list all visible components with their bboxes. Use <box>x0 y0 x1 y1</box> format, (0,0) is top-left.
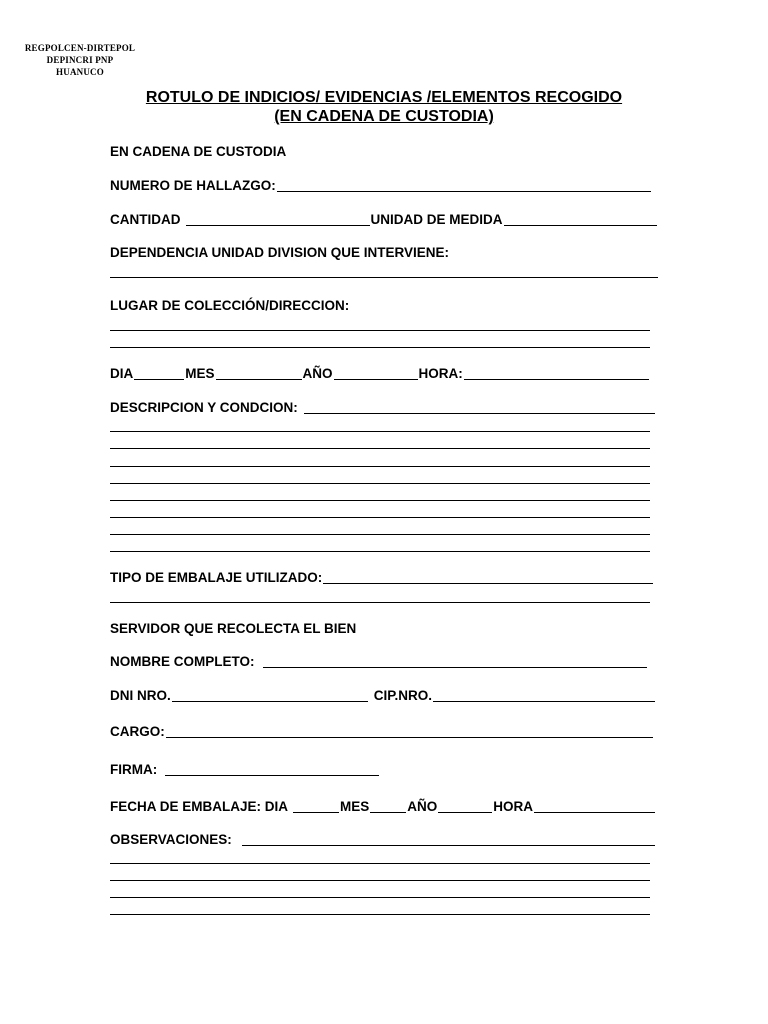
header-line-3: HUANUCO <box>56 67 104 77</box>
tipo-embalaje-line-2[interactable] <box>110 602 650 603</box>
observaciones-line-2[interactable] <box>110 880 650 881</box>
fe-hora-field[interactable] <box>534 799 655 813</box>
header-block <box>14 42 146 78</box>
nombre-field[interactable] <box>263 654 648 668</box>
firma-label: FIRMA: <box>110 762 158 777</box>
row-observaciones <box>110 832 656 848</box>
cantidad-field[interactable] <box>186 212 370 226</box>
unidad-medida-field[interactable] <box>504 212 657 226</box>
row-dni-cip <box>110 688 656 704</box>
row-descripcion <box>110 400 656 416</box>
observaciones-label: OBSERVACIONES: <box>110 832 232 847</box>
lugar-field-line-2[interactable] <box>110 347 650 348</box>
row-fecha-embalaje <box>110 799 656 815</box>
title-line-2: (EN CADENA DE CUSTODIA) <box>274 108 494 125</box>
dia-field[interactable] <box>134 366 184 380</box>
observaciones-line-1[interactable] <box>110 863 650 864</box>
row-nombre <box>110 654 648 670</box>
descripcion-line-5[interactable] <box>110 500 650 501</box>
dependencia-field[interactable] <box>110 277 658 278</box>
fe-hora-label: HORA <box>493 799 534 814</box>
cip-field[interactable] <box>433 688 655 702</box>
fecha-embalaje-label: FECHA DE EMBALAJE: DIA <box>110 799 289 814</box>
descripcion-line-6[interactable] <box>110 517 650 518</box>
header-line-2: DEPINCRI PNP <box>46 55 114 65</box>
document-title <box>96 88 672 126</box>
descripcion-line-8[interactable] <box>110 551 650 552</box>
unidad-medida-label: UNIDAD DE MEDIDA <box>370 212 503 227</box>
row-firma <box>110 762 380 778</box>
lugar-field-line-1[interactable] <box>110 330 650 331</box>
cip-label: CIP.NRO. <box>373 688 433 703</box>
nombre-label: NOMBRE COMPLETO: <box>110 654 255 669</box>
row-fecha-hora <box>110 366 650 382</box>
observaciones-line-4[interactable] <box>110 914 650 915</box>
hora-label: HORA: <box>418 366 463 381</box>
dependencia-label: DEPENDENCIA UNIDAD DIVISION QUE INTERVIENE: <box>110 245 450 260</box>
descripcion-line-3[interactable] <box>110 466 650 467</box>
dni-field[interactable] <box>172 688 368 702</box>
mes-field[interactable] <box>216 366 302 380</box>
descripcion-line-2[interactable] <box>110 448 650 449</box>
mes-label: MES <box>185 366 215 381</box>
firma-field[interactable] <box>165 762 379 776</box>
dia-label: DIA <box>110 366 134 381</box>
header-line-1: REGPOLCEN-DIRTEPOL <box>24 43 136 53</box>
descripcion-label: DESCRIPCION Y CONDCION: <box>110 400 298 415</box>
row-dependencia <box>110 245 658 261</box>
numero-hallazgo-field[interactable] <box>277 178 651 192</box>
descripcion-line-4[interactable] <box>110 483 650 484</box>
descripcion-line-1[interactable] <box>110 431 650 432</box>
anio-label: AÑO <box>302 366 333 381</box>
cargo-label: CARGO: <box>110 724 165 739</box>
descripcion-field[interactable] <box>304 400 655 414</box>
fe-dia-field[interactable] <box>293 799 339 813</box>
cantidad-label: CANTIDAD <box>110 212 181 227</box>
title-line-1: ROTULO DE INDICIOS/ EVIDENCIAS /ELEMENTOS RECOGIDO <box>145 89 623 106</box>
row-tipo-embalaje <box>110 570 654 586</box>
tipo-embalaje-label: TIPO DE EMBALAJE UTILIZADO: <box>110 570 323 585</box>
observaciones-field[interactable] <box>242 832 655 846</box>
tipo-embalaje-field[interactable] <box>323 570 653 584</box>
descripcion-line-7[interactable] <box>110 534 650 535</box>
en-cadena-label: EN CADENA DE CUSTODIA <box>110 144 287 159</box>
servidor-label: SERVIDOR QUE RECOLECTA EL BIEN <box>110 621 357 636</box>
fe-mes-field[interactable] <box>370 799 406 813</box>
fe-mes-label: MES <box>340 799 370 814</box>
dni-label: DNI NRO. <box>110 688 171 703</box>
observaciones-line-3[interactable] <box>110 897 650 898</box>
row-lugar <box>110 298 658 314</box>
row-en-cadena <box>110 144 658 160</box>
lugar-label: LUGAR DE COLECCIÓN/DIRECCION: <box>110 298 350 313</box>
anio-field[interactable] <box>334 366 418 380</box>
fe-anio-field[interactable] <box>438 799 492 813</box>
row-servidor <box>110 621 658 637</box>
row-numero-hallazgo <box>110 178 652 194</box>
hora-field[interactable] <box>464 366 649 380</box>
cargo-field[interactable] <box>166 724 653 738</box>
numero-hallazgo-label: NUMERO DE HALLAZGO: <box>110 178 276 193</box>
row-cantidad <box>110 212 658 228</box>
row-cargo <box>110 724 654 740</box>
fe-anio-label: AÑO <box>407 799 438 814</box>
